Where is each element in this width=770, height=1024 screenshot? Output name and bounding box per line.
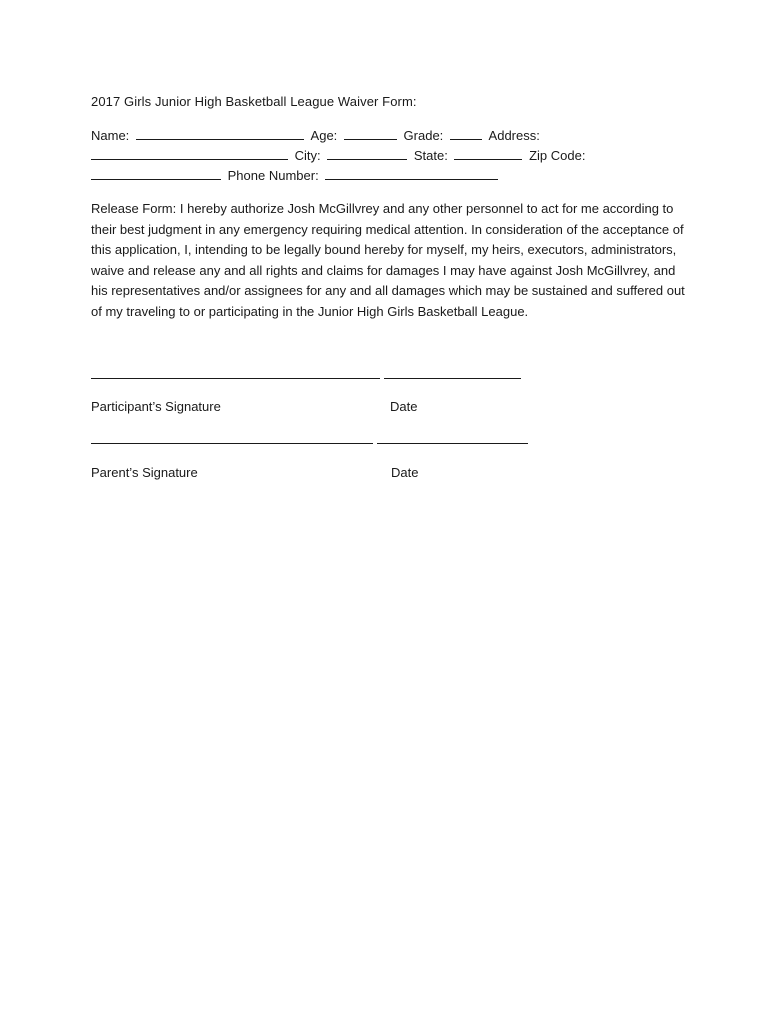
personal-info-row-3	[91, 167, 501, 184]
personal-info-row-1	[91, 127, 540, 144]
age-field[interactable]	[344, 127, 397, 140]
zip-field[interactable]	[91, 167, 221, 180]
personal-info-row-2	[91, 147, 585, 164]
zip-label: Zip Code:	[529, 148, 586, 163]
city-label: City:	[294, 148, 321, 163]
release-paragraph: Release Form: I hereby authorize Josh McGillvrey and any other personnel to act for me according to their best judgment in any emergency requiring medical attention. In consideration of the acceptance of this application, I, intending to be legally bound hereby for myself, my heirs, executors, administrators, waive and release any and all rights and claims for damages I may have against Josh McGillvrey, and his representatives and/or assignees for any and all damages which may be sustained and suffered out of my traveling to or participating in the Junior High Girls Basketball League.	[91, 201, 685, 319]
participant-signature-label: Participant’s Signature	[91, 399, 221, 414]
address-label: Address:	[488, 128, 540, 143]
grade-field[interactable]	[450, 127, 482, 140]
parent-date-line[interactable]	[377, 443, 528, 444]
state-label: State:	[413, 148, 448, 163]
age-label: Age:	[310, 128, 338, 143]
form-title: 2017 Girls Junior High Basketball League Waiver Form:	[91, 94, 417, 109]
participant-date-label: Date	[390, 399, 418, 414]
state-field[interactable]	[454, 147, 522, 160]
participant-date-line[interactable]	[384, 378, 521, 379]
city-field[interactable]	[327, 147, 407, 160]
name-field[interactable]	[136, 127, 304, 140]
name-label: Name:	[91, 128, 130, 143]
phone-field[interactable]	[325, 167, 498, 180]
participant-signature-line[interactable]	[91, 378, 380, 379]
phone-label: Phone Number:	[227, 168, 319, 183]
grade-label: Grade:	[403, 128, 444, 143]
address-field[interactable]	[91, 147, 288, 160]
parent-date-label: Date	[391, 465, 419, 480]
parent-signature-label: Parent’s Signature	[91, 465, 198, 480]
parent-signature-line[interactable]	[91, 443, 373, 444]
